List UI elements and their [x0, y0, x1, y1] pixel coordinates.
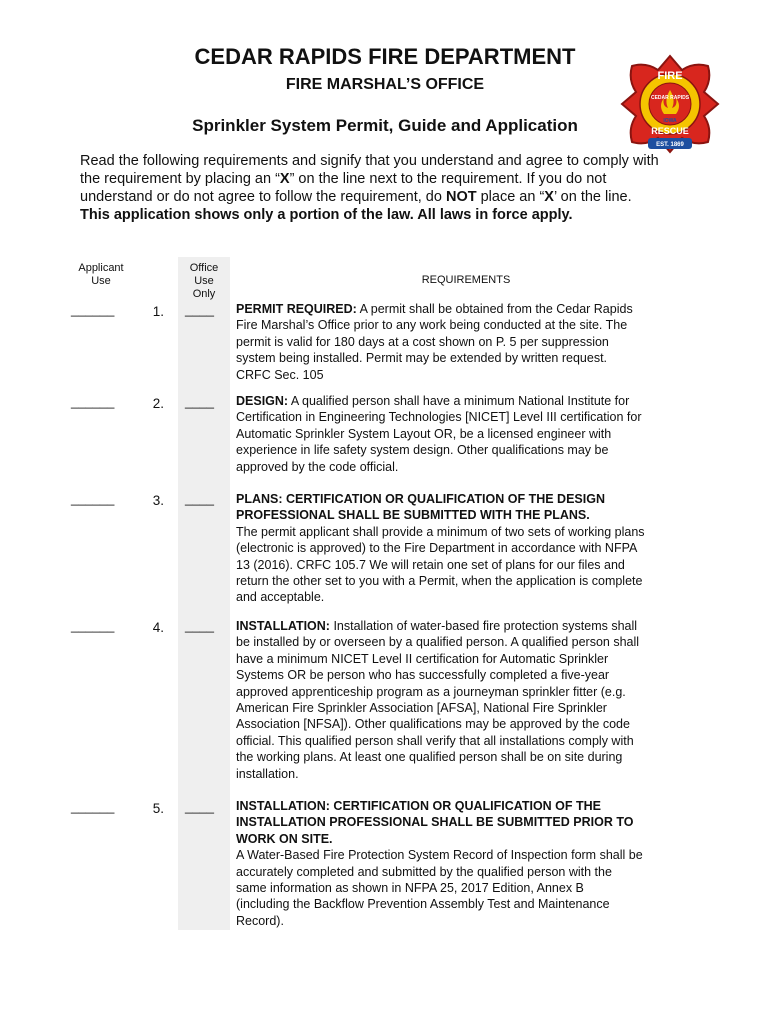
- fire-department-badge-logo: [618, 52, 722, 156]
- office-checkbox-line-2[interactable]: ____: [185, 394, 214, 409]
- item-number: 1.: [152, 304, 164, 319]
- office-checkbox-line-5[interactable]: ____: [185, 799, 214, 814]
- logo-ring-text: CEDAR RAPIDS: [650, 95, 690, 101]
- page-title: CEDAR RAPIDS FIRE DEPARTMENT: [194, 44, 576, 69]
- requirement-item-5: INSTALLATION: CERTIFICATION OR QUALIFICATION OF THE INSTALLATION PROFESSIONAL SHALL BE SUBMITTED PRIOR TO WORK ON SITE. A Water-Based Fire Protection System Record of Inspection form shall be accurately completed and submitted by the qualified person with the same information as shown in NFPA 25, 2017 Edition, Annex B (including the Backflow Prevention Assembly Test and Maintenance Record).: [236, 799, 643, 928]
- item-number: 5.: [152, 801, 164, 816]
- office-checkbox-line-1[interactable]: ____: [185, 302, 214, 317]
- item-number: 4.: [152, 620, 164, 635]
- intro-line: understand or do not agree to follow the requirement, do NOT place an “X’ on the line.: [80, 189, 632, 205]
- intro-line-bold: This application shows only a portion of the law. All laws in force apply.: [80, 207, 573, 223]
- applicant-checkbox-line-2[interactable]: ______: [71, 394, 115, 409]
- applicant-checkbox-line-1[interactable]: ______: [71, 302, 115, 317]
- logo-state-text: IOWA: [663, 118, 677, 124]
- office-use-header: Office Use Only: [189, 262, 219, 300]
- item-number: 3.: [152, 493, 164, 508]
- requirements-header: REQUIREMENTS: [421, 274, 511, 286]
- office-checkbox-line-3[interactable]: ____: [185, 491, 214, 506]
- intro-paragraph: [80, 152, 690, 224]
- applicant-checkbox-line-4[interactable]: ______: [71, 618, 115, 633]
- intro-line: the requirement by placing an “X” on the line next to the requirement. If you do not: [80, 171, 607, 187]
- item-number: 2.: [152, 396, 164, 411]
- applicant-checkbox-line-3[interactable]: ______: [71, 491, 115, 506]
- requirement-item-2: DESIGN: A qualified person shall have a minimum National Institute for Certification in Engineering Technologies [NICET] Level III certification for Automatic Sprinkler System Layout OR, be a licensed engineer with experience in life safety system design. Other qualifications may be approved by the code official.: [236, 394, 642, 474]
- intro-line: Read the following requirements and signify that you understand and agree to comply with: [80, 153, 659, 169]
- logo-bottom-text: RESCUE: [651, 126, 689, 136]
- applicant-checkbox-line-5[interactable]: ______: [71, 799, 115, 814]
- office-checkbox-line-4[interactable]: ____: [185, 618, 214, 633]
- office-use-column-shading: [178, 257, 230, 930]
- logo-est-text: EST. 1869: [656, 142, 684, 148]
- logo-top-text: FIRE: [657, 70, 683, 82]
- document-title: Sprinkler System Permit, Guide and Application: [192, 116, 578, 135]
- requirement-item-1: PERMIT REQUIRED: A permit shall be obtained from the Cedar Rapids Fire Marshal’s Office prior to any work being conducted at the site. The permit is valid for 180 days at a cost shown on P. 5 per suppression system being installed. Permit may be extended by written request. CRFC Sec. 105: [236, 302, 633, 382]
- requirement-item-3: PLANS: CERTIFICATION OR QUALIFICATION OF THE DESIGN PROFESSIONAL SHALL BE SUBMITTED WITH THE PLANS. The permit applicant shall provide a minimum of two sets of working plans (electronic is approved) to the Fire Department in accordance with NFPA 13 (2016). CRFC 105.7 We will retain one set of plans for our files and return the other set to you with a Permit, when the application is complete and acceptable.: [236, 492, 645, 605]
- applicant-use-header: Applicant Use: [78, 262, 124, 287]
- page-subtitle: FIRE MARSHAL’S OFFICE: [285, 76, 485, 93]
- requirement-item-4: INSTALLATION: Installation of water-based fire protection systems shall be installed by or overseen by a qualified person. A qualified person shall have a minimum NICET Level II certification for Automatic Sprinkler Systems OR be person who has successfully completed a five-year approved apprenticeship program as a journeyman sprinkler fitter (e.g. American Fire Sprinkler Association [AFSA], National Fire Sprinkler Association [NFSA]). Other qualifications may be approved by the code official. This qualified person shall verify that all installations comply with the working plans. At least one qualified person shall be on site during installation.: [236, 619, 640, 781]
